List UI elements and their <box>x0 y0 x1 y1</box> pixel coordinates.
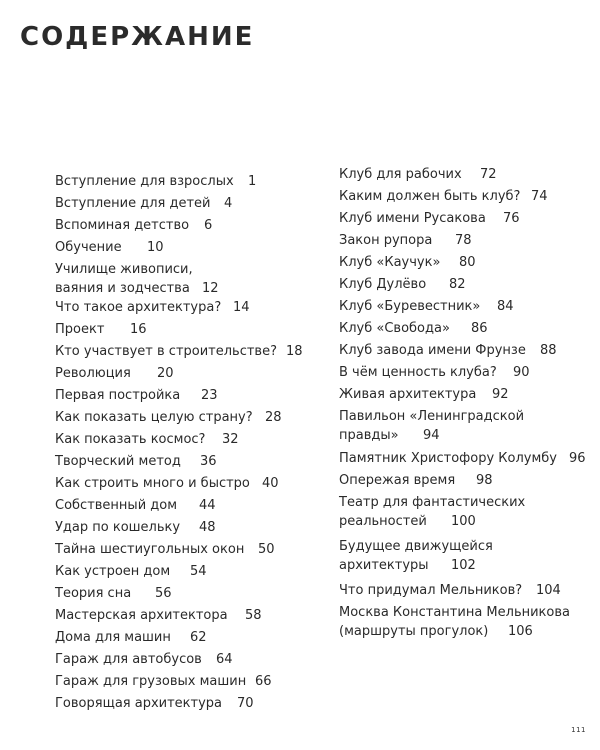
toc-entry-page: 70 <box>237 696 254 711</box>
toc-entry-page: 28 <box>265 410 282 425</box>
toc-entry-title: Как строить много и быстро <box>55 476 250 491</box>
toc-entry[interactable] <box>55 238 164 257</box>
page-title: СОДЕРЖАНИЕ <box>20 22 255 52</box>
toc-entry[interactable] <box>55 496 216 515</box>
toc-entry[interactable] <box>339 493 525 531</box>
toc-entry-page: 100 <box>451 514 476 529</box>
toc-entry[interactable] <box>339 537 493 575</box>
toc-entry-title: Павильон «Ленинградской <box>339 409 525 424</box>
toc-entry-page: 18 <box>286 344 303 359</box>
toc-entry[interactable] <box>55 342 303 361</box>
toc-entry-title: Дома для машин <box>55 630 171 645</box>
toc-entry[interactable] <box>55 628 207 647</box>
toc-entry-page: 82 <box>449 277 466 292</box>
toc-entry[interactable] <box>55 298 250 317</box>
toc-entry-page: 16 <box>130 322 147 337</box>
toc-entry[interactable] <box>339 253 476 272</box>
toc-entry-title-line2: правды» <box>339 428 399 443</box>
toc-entry[interactable] <box>55 364 174 383</box>
toc-entry-title: Опережая время <box>339 473 456 488</box>
toc-entry-title: Театр для фантастических <box>339 495 526 510</box>
toc-entry-title: Клуб имени Русакова <box>339 211 486 226</box>
toc-entry-page: 102 <box>451 558 476 573</box>
toc-entry[interactable] <box>55 518 216 537</box>
toc-entry-title: Говорящая архитектура <box>55 696 223 711</box>
toc-entry-page: 94 <box>423 428 440 443</box>
toc-entry-page: 86 <box>471 321 488 336</box>
toc-entry-title: Проект <box>55 322 105 337</box>
toc-entry[interactable] <box>55 562 207 581</box>
toc-entry[interactable] <box>339 341 557 360</box>
toc-entry-page: 88 <box>540 343 557 358</box>
toc-entry-title: Гараж для грузовых машин <box>55 674 247 689</box>
toc-entry[interactable] <box>339 209 520 228</box>
toc-entry-title: Памятник Христофору Колумбу <box>339 451 558 466</box>
toc-entry[interactable] <box>55 194 233 213</box>
toc-entry-title: Обучение <box>55 240 122 255</box>
toc-entry-page: 50 <box>258 542 275 557</box>
toc-entry-page: 90 <box>513 365 530 380</box>
toc-entry-title: Что такое архитектура? <box>55 300 222 315</box>
toc-entry-page: 10 <box>147 240 164 255</box>
toc-entry-page: 48 <box>199 520 216 535</box>
toc-entry[interactable] <box>55 430 239 449</box>
toc-entry-title: Вступление для взрослых <box>55 174 234 189</box>
toc-entry[interactable] <box>339 581 561 600</box>
toc-entry[interactable] <box>339 385 509 404</box>
toc-entry-title: Училище живописи, <box>55 262 193 277</box>
toc-entry-page: 56 <box>155 586 172 601</box>
toc-entry-page: 40 <box>262 476 279 491</box>
toc-entry-page: 4 <box>224 196 233 211</box>
toc-entry-page: 44 <box>199 498 216 513</box>
toc-entry[interactable] <box>339 187 548 206</box>
toc-entry-title: Вступление для детей <box>55 196 211 211</box>
toc-entry[interactable] <box>55 320 147 339</box>
toc-entry[interactable] <box>55 452 217 471</box>
toc-entry-title: Закон рупора <box>339 233 433 248</box>
toc-entry[interactable] <box>339 363 530 382</box>
toc-entry-title-line2: реальностей <box>339 514 427 529</box>
toc-entry-title: Творческий метод <box>55 454 181 469</box>
toc-entry-page: 92 <box>492 387 509 402</box>
toc-entry-title: Клуб «Каучук» <box>339 255 441 270</box>
toc-entry[interactable] <box>339 275 466 294</box>
toc-entry-title: Удар по кошельку <box>55 520 181 535</box>
toc-entry-title: Революция <box>55 366 131 381</box>
toc-entry[interactable] <box>339 449 586 468</box>
toc-entry-title: Что придумал Мельников? <box>339 583 523 598</box>
toc-entry[interactable] <box>339 407 524 445</box>
toc-entry-title-line2: (маршруты прогулок) <box>339 624 489 639</box>
toc-entry[interactable] <box>55 694 254 713</box>
toc-entry[interactable] <box>55 584 172 603</box>
toc-entry-page: 98 <box>476 473 493 488</box>
toc-entry[interactable] <box>55 540 275 559</box>
toc-entry-title: Мастерская архитектора <box>55 608 228 623</box>
toc-entry-page: 74 <box>531 189 548 204</box>
toc-entry-title: Клуб Дулёво <box>339 277 427 292</box>
toc-entry[interactable] <box>55 650 233 669</box>
toc-entry-page: 1 <box>248 174 257 189</box>
toc-entry-page: 80 <box>459 255 476 270</box>
toc-entry-page: 6 <box>204 218 213 233</box>
toc-entry-title: Каким должен быть клуб? <box>339 189 521 204</box>
toc-entry-title: Клуб для рабочих <box>339 167 462 182</box>
toc-entry[interactable] <box>55 172 257 191</box>
toc-entry-page: 23 <box>201 388 218 403</box>
toc-entry-title: Тайна шестиугольных окон <box>55 542 245 557</box>
toc-entry-title: В чём ценность клуба? <box>339 365 497 380</box>
toc-entry-title: Как показать космос? <box>55 432 206 447</box>
toc-entry[interactable] <box>339 471 493 490</box>
toc-entry-title: Москва Константина Мельникова <box>339 605 570 620</box>
toc-entry[interactable] <box>339 603 570 641</box>
toc-entry[interactable] <box>339 297 514 316</box>
toc-entry-page: 104 <box>536 583 561 598</box>
toc-entry[interactable] <box>55 474 279 493</box>
toc-entry-page: 36 <box>200 454 217 469</box>
toc-entry-page: 66 <box>255 674 272 689</box>
toc-entry-page: 64 <box>216 652 233 667</box>
toc-entry-title: Клуб «Свобода» <box>339 321 450 336</box>
toc-entry-page: 72 <box>480 167 497 182</box>
toc-entry[interactable] <box>55 260 219 298</box>
toc-entry-page: 58 <box>245 608 262 623</box>
toc-entry-title-line2: архитектуры <box>339 558 429 573</box>
toc-entry-page: 20 <box>157 366 174 381</box>
toc-entry-title: Вспоминая детство <box>55 218 190 233</box>
toc-entry-title: Кто участвует в строительстве? <box>55 344 277 359</box>
toc-entry[interactable] <box>339 319 488 338</box>
toc-entry-page: 62 <box>190 630 207 645</box>
toc-entry-page: 76 <box>503 211 520 226</box>
toc-entry[interactable] <box>55 216 213 235</box>
toc-entry[interactable] <box>339 165 497 184</box>
toc-entry-page: 78 <box>455 233 472 248</box>
toc-entry-title: Как устроен дом <box>55 564 171 579</box>
toc-entry-title: Живая архитектура <box>339 387 477 402</box>
toc-entry-title: Клуб завода имени Фрунзе <box>339 343 526 358</box>
toc-entry-title: Клуб «Буревестник» <box>339 299 481 314</box>
toc-entry[interactable] <box>55 672 272 691</box>
toc-entry-page: 12 <box>202 281 219 296</box>
toc-entry-page: 96 <box>569 451 586 466</box>
toc-entry-title: Как показать целую страну? <box>55 410 253 425</box>
toc-entry-page: 106 <box>508 624 533 639</box>
toc-entry-page: 32 <box>222 432 239 447</box>
toc-entry[interactable] <box>55 386 218 405</box>
toc-entry-page: 84 <box>497 299 514 314</box>
toc-entry[interactable] <box>55 408 282 427</box>
toc-entry-title: Будущее движущейся <box>339 539 493 554</box>
toc-entry-title-line2: ваяния и зодчества <box>55 281 190 296</box>
toc-entry-page: 14 <box>233 300 250 315</box>
toc-entry-title: Собственный дом <box>55 498 178 513</box>
toc-entry[interactable] <box>339 231 472 250</box>
page-number: 111 <box>571 726 586 734</box>
toc-entry[interactable] <box>55 606 262 625</box>
toc-entry-title: Первая постройка <box>55 388 181 403</box>
toc-entry-page: 54 <box>190 564 207 579</box>
toc-entry-title: Теория сна <box>55 586 132 601</box>
toc-entry-title: Гараж для автобусов <box>55 652 202 667</box>
